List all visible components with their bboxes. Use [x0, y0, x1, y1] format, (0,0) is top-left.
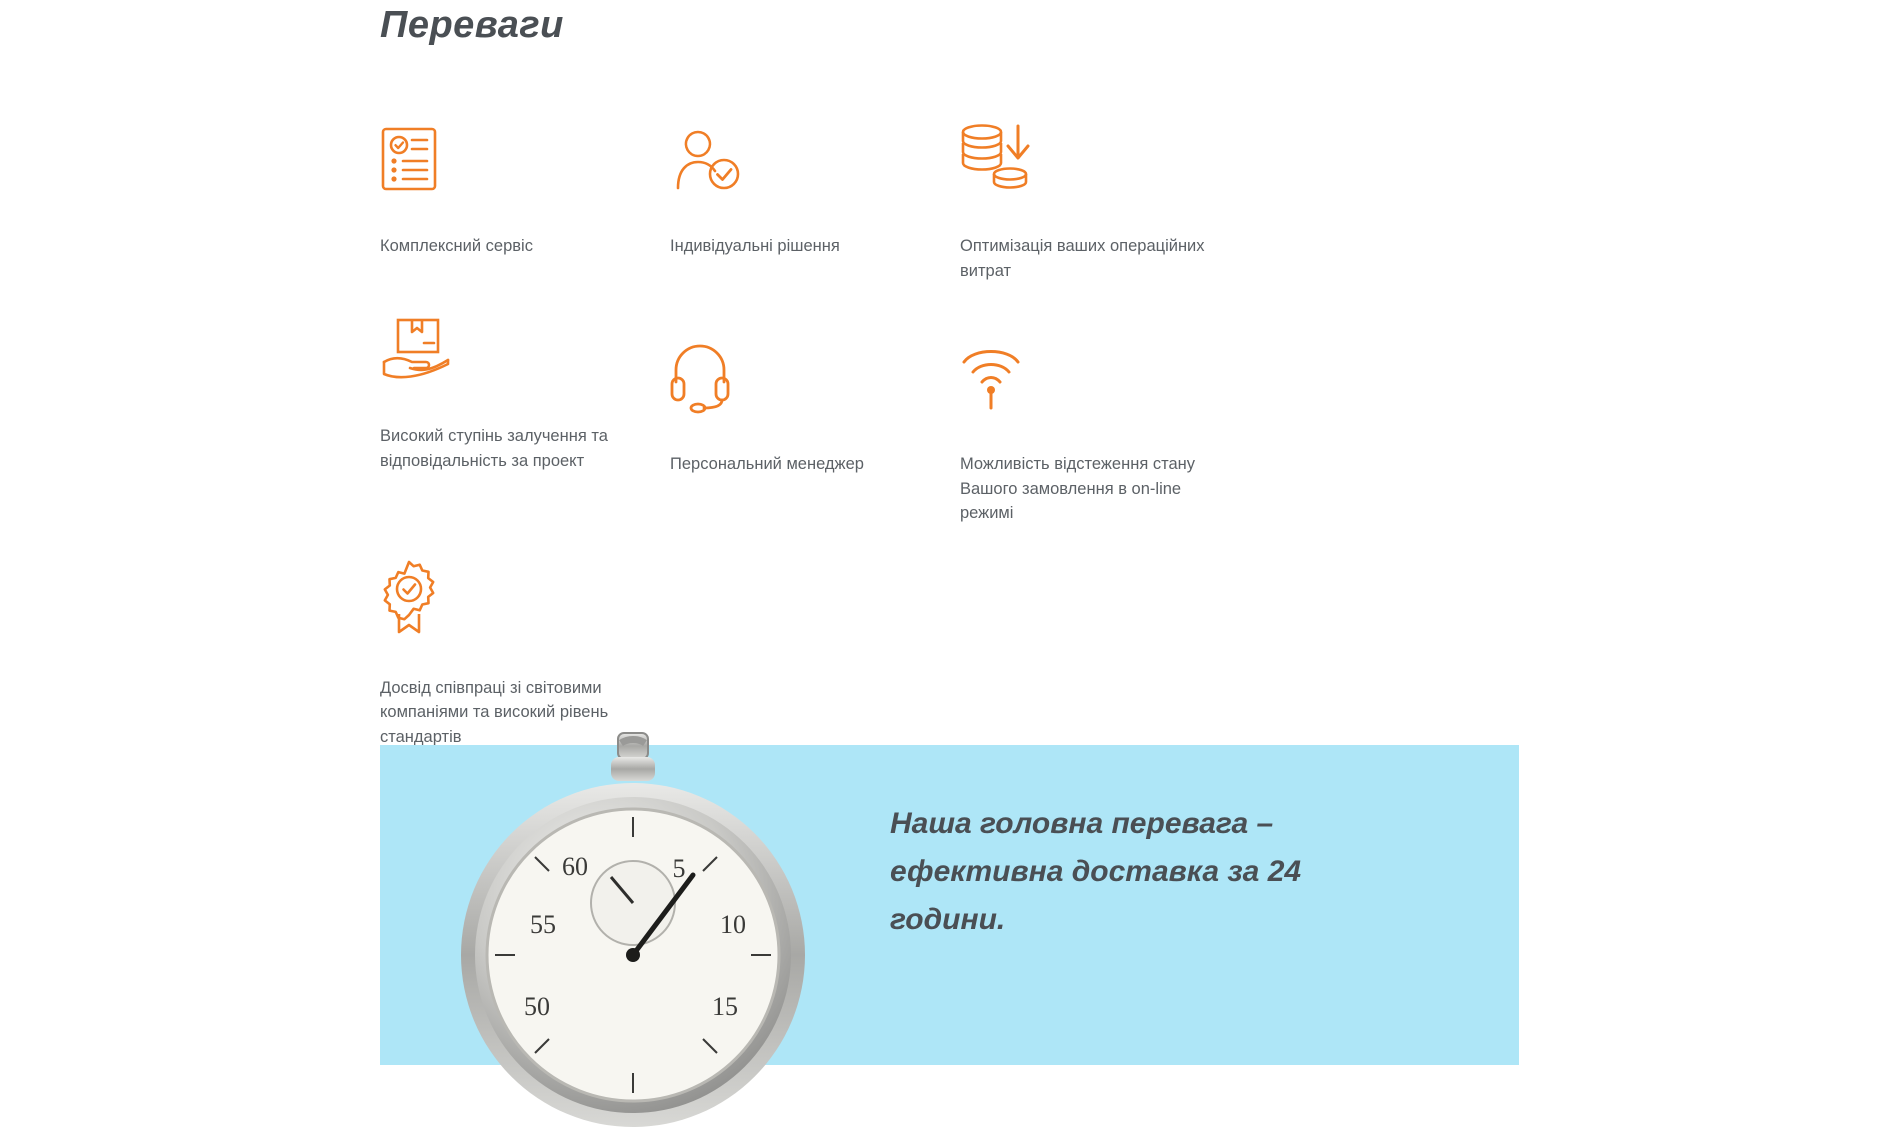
feature-label: Оптимізація ваших операційних витрат [960, 237, 1205, 280]
feature-item [380, 302, 670, 526]
svg-text:50: 50 [524, 992, 550, 1021]
feature-label: Комплексний сервіс [380, 237, 533, 255]
feature-item [670, 112, 960, 302]
svg-text:10: 10 [720, 910, 746, 939]
wifi-signal-icon [960, 330, 1250, 410]
feature-item [960, 330, 1250, 526]
feature-item [670, 330, 960, 526]
feature-label: Досвід співпраці зі світовими компаніями та високий рівень стандартів [380, 678, 609, 746]
svg-text:55: 55 [530, 910, 556, 939]
svg-text:5: 5 [672, 854, 686, 883]
feature-label: Високий ступінь залучення та відповідальність за проект [380, 427, 608, 470]
award-badge-icon [380, 554, 670, 634]
svg-text:15: 15 [712, 992, 738, 1021]
coins-down-arrow-icon [960, 112, 1250, 192]
feature-label: Індивідуальні рішення [670, 237, 840, 255]
feature-label: Можливість відстеження стану Вашого замовлення в on-line режимі [960, 455, 1196, 522]
feature-item [380, 112, 670, 302]
checklist-document-icon [380, 112, 670, 192]
feature-item [960, 112, 1250, 302]
stopwatch-photo [425, 725, 845, 1145]
advantages-section [380, 0, 1520, 749]
highlight-banner [380, 745, 1519, 1065]
feature-item [380, 554, 670, 750]
page-title: Переваги [380, 4, 564, 46]
svg-text:60: 60 [562, 852, 588, 881]
hand-package-icon [380, 302, 670, 382]
feature-label: Персональний менеджер [670, 455, 864, 473]
features-grid [380, 112, 1520, 749]
headset-icon [670, 330, 960, 410]
user-check-icon [670, 112, 960, 192]
banner-heading: Наша головна перевага – ефективна доставка за 24 години. [890, 807, 1302, 936]
